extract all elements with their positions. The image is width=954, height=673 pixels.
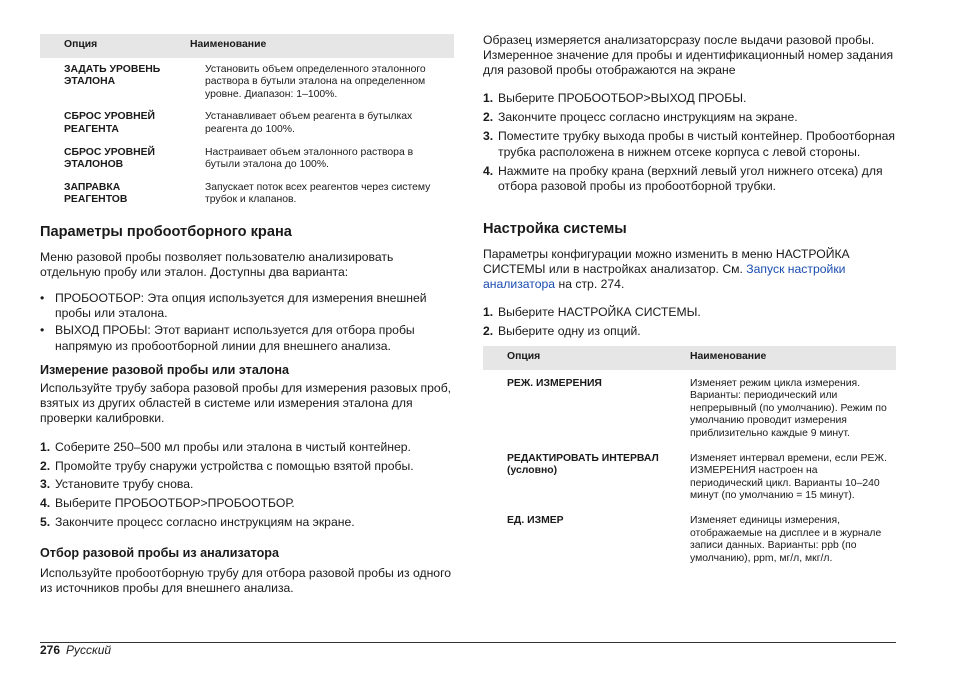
- subsection-text-grab: Используйте пробоотборную трубу для отбора разовой пробы из одного из источников пробы для внешнего анализа.: [40, 566, 452, 596]
- config-link[interactable]: Запуск настройки анализатора: [483, 262, 846, 292]
- option-description: Изменяет интервал времени, если РЕЖ. ИЗМЕРЕНИЯ настроен на периодический цикл. Варианты 10–240 минут (по умолчанию = 15 минут).: [690, 452, 887, 502]
- bullet-list: [40, 291, 454, 354]
- section-intro: Меню разовой пробы позволяет пользователю анализировать отдельную пробу или эталон. Доступны два варианта:: [40, 250, 394, 280]
- section-title-sampling-valve: Параметры пробоотборного крана: [40, 224, 292, 240]
- list-item: 4. Выберите ПРОБООТБОР>ПРОБООТБОР.: [40, 495, 295, 510]
- option-name: СБРОС УРОВНЕЙ ЭТАЛОНОВ: [64, 146, 155, 171]
- subsection-text-measure: Используйте трубу забора разовой пробы для измерения разовых проб, взятых из других областей в системе или измерения эталона для проверки калибровки.: [40, 381, 452, 426]
- bullet-marker: •: [40, 291, 45, 305]
- list-item: 3. Установите трубу снова.: [40, 477, 194, 492]
- list-item: 3. Поместите трубку выхода пробы в чистый контейнер. Пробоотборная трубка расположена в нижнем отсеке корпуса с левой стороны.: [483, 129, 895, 159]
- table-row: [40, 176, 454, 211]
- option-name: ЗАДАТЬ УРОВЕНЬ ЭТАЛОНА: [64, 63, 161, 88]
- table-row: [483, 507, 896, 569]
- table-row: [40, 105, 454, 140]
- option-name: РЕЖ. ИЗМЕРЕНИЯ: [507, 377, 602, 389]
- table-header-description: Наименование: [666, 346, 896, 370]
- list-item: 5. Закончите процесс согласно инструкциям на экране.: [40, 514, 355, 529]
- option-name: РЕДАКТИРОВАТЬ ИНТЕРВАЛ (условно): [507, 452, 659, 477]
- list-item: • ПРОБООТБОР: Эта опция используется для измерения внешней пробы или эталона.: [40, 291, 427, 321]
- table-row: [40, 141, 454, 176]
- right-intro: Образец измеряется анализаторсразу после выдачи разовой пробы. Измеренное значение для пробы и идентификационный номер задания для разовой пробы отображаются на экране: [483, 33, 894, 78]
- subsection-title-grab: Отбор разовой пробы из анализатора: [40, 546, 279, 560]
- option-name: СБРОС УРОВНЕЙ РЕАГЕНТА: [64, 111, 155, 135]
- page-number: 276: [40, 643, 61, 657]
- table-header-description: Наименование: [181, 34, 454, 58]
- list-item: 1. Выберите НАСТРОЙКА СИСТЕМЫ.: [483, 305, 701, 319]
- list-item: 2. Промойте трубу снаружи устройства с помощью взятой пробы.: [40, 459, 414, 474]
- table-header-option: Опция: [483, 346, 666, 370]
- list-item: 1. Выберите ПРОБООТБОР>ВЫХОД ПРОБЫ.: [483, 91, 747, 105]
- table-header-row: [483, 346, 896, 370]
- config-steps: [483, 305, 896, 339]
- option-name: ЗАПРАВКА РЕАГЕНТОВ: [64, 181, 128, 206]
- list-item: 1. Соберите 250–500 мл пробы или эталона в чистый контейнер.: [40, 440, 411, 454]
- option-description: Изменяет режим цикла измерения. Варианты: периодический или непрерывный (по умолчанию). Режим по умолчанию проводит измерения приблизительно каждые 9 минут.: [690, 377, 887, 439]
- footer-language: Русский: [66, 643, 112, 657]
- list-item: 2. Выберите одну из опций.: [483, 324, 641, 339]
- option-description: Изменяет единицы измерения, отображаемые на дисплее и в журнале записи данных. Варианты: ppb (по умолчанию), ppm, мг/л, мкг/л.: [690, 514, 882, 564]
- table-row: [483, 370, 896, 445]
- measure-steps: [40, 440, 454, 530]
- reagent-options-table: [40, 34, 454, 211]
- option-description: Устанавливает объем реагента в бутылках реагента до 100%.: [205, 111, 413, 135]
- table-header-row: [40, 34, 454, 58]
- option-description: Запускает поток всех реагентов через систему трубок и клапанов.: [205, 181, 431, 206]
- footer-rule: [40, 642, 896, 643]
- subsection-title-measure: Измерение разовой пробы или эталона: [40, 363, 289, 377]
- table-row: [40, 58, 454, 106]
- list-item: • ВЫХОД ПРОБЫ: Этот вариант используется для отбора пробы напрямую из пробоотборной линии для внешнего анализа.: [40, 323, 415, 353]
- list-item: 2. Закончите процесс согласно инструкциям на экране.: [483, 110, 798, 125]
- option-description: Установить объем определенного эталонного раствора в бутыли эталона на определенном уровне. Диапазон: 1–100%.: [205, 63, 426, 100]
- table-header-option: Опция: [40, 34, 181, 58]
- page-footer: [40, 643, 111, 657]
- grab-steps: [483, 91, 896, 194]
- table-row: [483, 445, 896, 507]
- option-name: ЕД. ИЗМЕР: [507, 514, 564, 526]
- system-options-table: [483, 346, 896, 569]
- config-text: Параметры конфигурации можно изменить в меню НАСТРОЙКА СИСТЕМЫ или в настройках анализатор. См. Запуск настройки анализатора на стр. 274.: [483, 247, 850, 292]
- section-title-system-setup: Настройка системы: [483, 221, 627, 237]
- list-item: 4. Нажмите на пробку крана (верхний левый угол нижнего отсека) для отбора разовой пробы из пробоотборной трубки.: [483, 163, 883, 194]
- option-description: Настраивает объем эталонного раствора в бутыли эталона до 100%.: [205, 146, 414, 171]
- bullet-marker: •: [40, 323, 45, 338]
